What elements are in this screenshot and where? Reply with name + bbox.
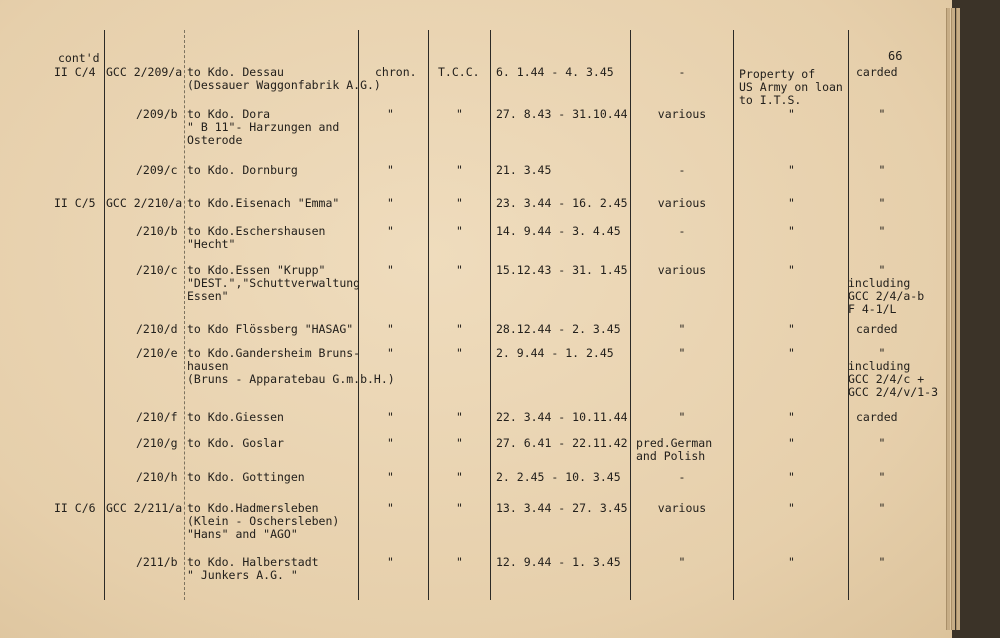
column-rule [184, 30, 185, 600]
file-reference: /210/e [136, 346, 178, 360]
status-line: " [878, 346, 886, 360]
file-reference: /210/c [136, 263, 178, 277]
record-type: " [387, 224, 394, 238]
page-edge [946, 8, 950, 630]
language: - [678, 65, 686, 79]
source: " [456, 501, 463, 515]
description-line: "Hans" and "AGO" [187, 527, 298, 541]
language: " [678, 555, 686, 569]
date-range: 15.12.43 - 31. 1.45 [496, 263, 628, 277]
note-line: " [788, 322, 795, 336]
file-reference: /210/g [136, 436, 178, 450]
status-line: " [878, 263, 886, 277]
note-line: " [788, 410, 795, 424]
note-line: " [788, 107, 795, 121]
note-line: " [788, 470, 795, 484]
status-line: " [878, 107, 886, 121]
file-reference: GCC 2/210/a [106, 196, 183, 210]
record-type: " [387, 163, 394, 177]
column-rule [490, 30, 491, 600]
column-rule [358, 30, 359, 600]
description-line: (Klein - Oschersleben) [187, 514, 340, 528]
description-line: to Kdo.Hadmersleben [187, 501, 319, 515]
status-line: " [878, 470, 886, 484]
source: T.C.C. [438, 65, 480, 79]
source: " [456, 107, 463, 121]
description-line: to Kdo. Dora [187, 107, 271, 121]
description-line: hausen [187, 359, 229, 373]
file-reference: GCC 2/209/a [106, 65, 183, 79]
status-line: carded [856, 322, 898, 336]
description-line: to Kdo. Halberstadt [187, 555, 319, 569]
status-line: " [878, 196, 886, 210]
description-line: " Junkers A.G. " [187, 568, 298, 582]
source: " [456, 322, 463, 336]
language: - [678, 470, 686, 484]
description-line: to Kdo.Gandersheim Bruns- [187, 346, 361, 360]
description-line: to Kdo. Gottingen [187, 470, 305, 484]
status-line: including [848, 276, 911, 290]
description-line: to Kdo Flössberg "HASAG" [187, 322, 354, 336]
date-range: 6. 1.44 - 4. 3.45 [496, 65, 614, 79]
description-line: " B 11"- Harzungen and [187, 120, 340, 134]
status-line: GCC 2/4/a-b [848, 289, 925, 303]
description-line: Osterode [187, 133, 243, 147]
status-line: " [878, 224, 886, 238]
description-line: to Kdo.Giessen [187, 410, 284, 424]
note-line: " [788, 346, 795, 360]
date-range: 2. 9.44 - 1. 2.45 [496, 346, 614, 360]
date-range: 27. 8.43 - 31.10.44 [496, 107, 628, 121]
section-code: II C/6 [54, 501, 96, 515]
date-range: 2. 2.45 - 10. 3.45 [496, 470, 621, 484]
note-line: " [788, 224, 795, 238]
record-type: " [387, 263, 394, 277]
page-number: 66 [888, 49, 903, 63]
source: " [456, 196, 463, 210]
status-line: including [848, 359, 911, 373]
page-edge [956, 8, 960, 630]
file-reference: /210/d [136, 322, 178, 336]
status-line: carded [856, 65, 898, 79]
status-line: carded [856, 410, 898, 424]
note-line: " [788, 163, 795, 177]
note-line: " [788, 436, 795, 450]
source: " [456, 224, 463, 238]
contd-label: cont'd [58, 51, 100, 65]
record-type: " [387, 436, 394, 450]
record-type: " [387, 470, 394, 484]
date-range: 14. 9.44 - 3. 4.45 [496, 224, 621, 238]
page-edge [951, 8, 955, 630]
source: " [456, 436, 463, 450]
file-reference: /210/h [136, 470, 178, 484]
language: - [678, 163, 686, 177]
description-line: Essen" [187, 289, 229, 303]
source: " [456, 410, 463, 424]
description-line: to Kdo.Eisenach "Emma" [187, 196, 340, 210]
file-reference: /209/c [136, 163, 178, 177]
column-rule [630, 30, 631, 600]
description-line: to Kdo. Goslar [187, 436, 284, 450]
source: " [456, 470, 463, 484]
date-range: 13. 3.44 - 27. 3.45 [496, 501, 628, 515]
section-code: II C/5 [54, 196, 96, 210]
source: " [456, 346, 463, 360]
note-line: " [788, 263, 795, 277]
date-range: 27. 6.41 - 22.11.42 [496, 436, 628, 450]
status-line: GCC 2/4/v/1-3 [848, 385, 939, 399]
record-type: " [387, 107, 394, 121]
status-line: " [878, 163, 886, 177]
record-type: " [387, 196, 394, 210]
status-line: F 4-1/L [848, 302, 897, 316]
status-line: " [878, 501, 886, 515]
column-rule [104, 30, 105, 600]
note-line: US Army on loan [739, 80, 843, 94]
file-reference: /211/b [136, 555, 178, 569]
date-range: 22. 3.44 - 10.11.44 [496, 410, 628, 424]
date-range: 28.12.44 - 2. 3.45 [496, 322, 621, 336]
description-line: to Kdo. Dornburg [187, 163, 298, 177]
description-line: "DEST.","Schuttverwaltung [187, 276, 361, 290]
description-line: (Dessauer Waggonfabrik A.G.) [187, 78, 381, 92]
description-line: to Kdo. Dessau [187, 65, 284, 79]
file-reference: /210/b [136, 224, 178, 238]
record-type: " [387, 322, 394, 336]
record-type: " [387, 410, 394, 424]
language: various [657, 196, 707, 210]
language: and Polish [636, 449, 706, 463]
column-rule [428, 30, 429, 600]
status-line: " [878, 555, 886, 569]
file-reference: /210/f [136, 410, 178, 424]
record-type: " [387, 501, 394, 515]
date-range: 21. 3.45 [496, 163, 552, 177]
language: " [678, 322, 686, 336]
language: - [678, 224, 686, 238]
date-range: 12. 9.44 - 1. 3.45 [496, 555, 621, 569]
language: various [657, 501, 707, 515]
record-type: chron. [375, 65, 417, 79]
language: various [657, 263, 707, 277]
note-line: Property of [739, 67, 816, 81]
description-line: (Bruns - Apparatebau G.m.b.H.) [187, 372, 395, 386]
description-line: to Kdo.Essen "Krupp" [187, 263, 326, 277]
language: " [678, 346, 686, 360]
record-type: " [387, 555, 394, 569]
language: various [657, 107, 707, 121]
description-line: "Hecht" [187, 237, 236, 251]
note-line: to I.T.S. [739, 93, 802, 107]
language: " [678, 410, 686, 424]
status-line: " [878, 436, 886, 450]
source: " [456, 263, 463, 277]
note-line: " [788, 501, 795, 515]
file-reference: GCC 2/211/a [106, 501, 183, 515]
column-rule [733, 30, 734, 600]
file-reference: /209/b [136, 107, 178, 121]
section-code: II C/4 [54, 65, 96, 79]
source: " [456, 555, 463, 569]
record-type: " [387, 346, 394, 360]
date-range: 23. 3.44 - 16. 2.45 [496, 196, 628, 210]
source: " [456, 163, 463, 177]
description-line: to Kdo.Eschershausen [187, 224, 326, 238]
note-line: " [788, 555, 795, 569]
note-line: " [788, 196, 795, 210]
language: pred.German [636, 436, 713, 450]
status-line: GCC 2/4/c + [848, 372, 925, 386]
